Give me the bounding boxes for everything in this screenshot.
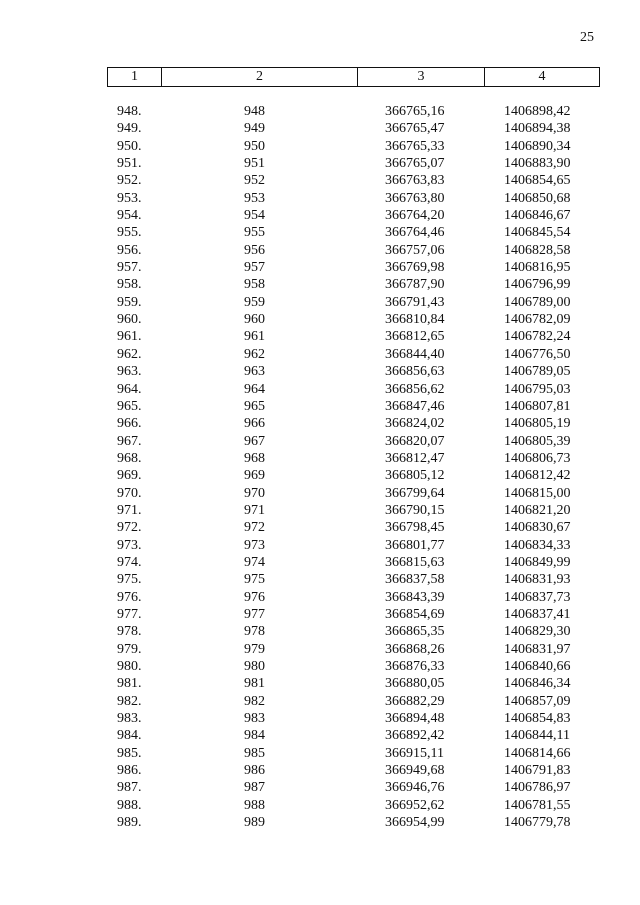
table-row <box>107 623 600 640</box>
coordinate-x-cell: 366856,62 <box>385 381 445 397</box>
table-row <box>107 207 600 224</box>
coordinate-x-cell: 366946,76 <box>385 780 445 796</box>
point-number-cell: 972 <box>244 520 265 536</box>
table-row <box>107 346 600 363</box>
point-number-cell: 961 <box>244 329 265 345</box>
coordinate-y-cell: 1406786,97 <box>504 780 571 796</box>
row-number-cell: 989. <box>117 815 142 831</box>
point-number-cell: 982 <box>244 693 265 709</box>
table-row <box>107 467 600 484</box>
coordinate-y-cell: 1406898,42 <box>504 104 571 119</box>
row-number-cell: 977. <box>117 606 142 622</box>
point-number-cell: 962 <box>244 346 265 362</box>
coordinate-x-cell: 366954,99 <box>385 815 445 831</box>
coordinate-y-cell: 1406840,66 <box>504 659 571 674</box>
point-number-cell: 974 <box>244 554 265 570</box>
row-number-cell: 948. <box>117 104 142 119</box>
row-number-cell: 975. <box>117 572 142 588</box>
row-number-cell: 972. <box>117 520 142 536</box>
table-row <box>107 779 600 796</box>
coordinate-y-cell: 1406846,34 <box>504 676 571 692</box>
point-number-cell: 952 <box>244 173 265 189</box>
point-number-cell: 980 <box>244 659 265 674</box>
table-row <box>107 398 600 415</box>
point-number-cell: 985 <box>244 745 265 761</box>
table-row <box>107 606 600 623</box>
row-number-cell: 967. <box>117 433 142 449</box>
table-row <box>107 381 600 398</box>
table-row <box>107 363 600 380</box>
point-number-cell: 969 <box>244 468 265 484</box>
column-header-3: 3 <box>357 68 484 86</box>
point-number-cell: 965 <box>244 398 265 414</box>
coordinate-y-cell: 1406796,99 <box>504 277 571 293</box>
coordinate-x-cell: 366765,16 <box>385 104 445 119</box>
coordinate-y-cell: 1406828,58 <box>504 242 571 258</box>
coordinate-y-cell: 1406894,38 <box>504 121 571 137</box>
coordinate-x-cell: 366876,33 <box>385 659 445 674</box>
coordinate-x-cell: 366765,33 <box>385 138 445 154</box>
row-number-cell: 961. <box>117 329 142 345</box>
coordinate-y-cell: 1406814,66 <box>504 745 571 761</box>
coordinate-y-cell: 1406829,30 <box>504 624 571 640</box>
row-number-cell: 954. <box>117 208 142 224</box>
point-number-cell: 978 <box>244 624 265 640</box>
row-number-cell: 969. <box>117 468 142 484</box>
row-number-cell: 979. <box>117 641 142 657</box>
coordinate-y-cell: 1406883,90 <box>504 156 571 172</box>
point-number-cell: 954 <box>244 208 265 224</box>
coordinate-y-cell: 1406812,42 <box>504 468 571 484</box>
row-number-cell: 949. <box>117 121 142 137</box>
point-number-cell: 950 <box>244 138 265 154</box>
point-number-cell: 977 <box>244 606 265 622</box>
coordinate-x-cell: 366764,46 <box>385 225 445 241</box>
coordinate-y-cell: 1406854,65 <box>504 173 571 189</box>
table-body <box>107 103 600 831</box>
point-number-cell: 951 <box>244 156 265 172</box>
coordinate-x-cell: 366865,35 <box>385 624 445 640</box>
coordinate-x-cell: 366949,68 <box>385 763 445 779</box>
coordinate-y-cell: 1406844,11 <box>504 728 570 744</box>
point-number-cell: 967 <box>244 433 265 449</box>
row-number-cell: 965. <box>117 398 142 414</box>
point-number-cell: 989 <box>244 815 265 831</box>
column-header-4: 4 <box>484 68 599 86</box>
row-number-cell: 971. <box>117 502 142 518</box>
table-row <box>107 814 600 831</box>
point-number-cell: 959 <box>244 294 265 310</box>
row-number-cell: 982. <box>117 693 142 709</box>
point-number-cell: 988 <box>244 797 265 813</box>
table-row <box>107 762 600 779</box>
table-row <box>107 727 600 744</box>
point-number-cell: 963 <box>244 364 265 380</box>
point-number-cell: 984 <box>244 728 265 744</box>
column-header-2: 2 <box>161 68 357 86</box>
coordinate-y-cell: 1406845,54 <box>504 225 571 241</box>
row-number-cell: 956. <box>117 242 142 258</box>
coordinate-y-cell: 1406834,33 <box>504 537 571 553</box>
coordinate-y-cell: 1406782,24 <box>504 329 571 345</box>
coordinate-x-cell: 366801,77 <box>385 537 445 553</box>
table-row <box>107 276 600 293</box>
point-number-cell: 958 <box>244 277 265 293</box>
coordinate-y-cell: 1406779,78 <box>504 815 571 831</box>
coordinate-x-cell: 366769,98 <box>385 260 445 276</box>
point-number-cell: 949 <box>244 121 265 137</box>
coordinate-y-cell: 1406776,50 <box>504 346 571 362</box>
coordinate-y-cell: 1406850,68 <box>504 190 571 206</box>
point-number-cell: 960 <box>244 312 265 328</box>
coordinate-y-cell: 1406789,00 <box>504 294 571 310</box>
table-row <box>107 155 600 172</box>
coordinate-y-cell: 1406805,19 <box>504 416 571 432</box>
coordinate-y-cell: 1406837,73 <box>504 589 571 605</box>
coordinate-x-cell: 366868,26 <box>385 641 445 657</box>
coordinate-x-cell: 366915,11 <box>385 745 444 761</box>
table-row <box>107 554 600 571</box>
coordinate-y-cell: 1406821,20 <box>504 502 571 518</box>
table-row <box>107 259 600 276</box>
point-number-cell: 971 <box>244 502 265 518</box>
row-number-cell: 983. <box>117 711 142 727</box>
coordinate-x-cell: 366764,20 <box>385 208 445 224</box>
coordinate-x-cell: 366763,80 <box>385 190 445 206</box>
row-number-cell: 960. <box>117 312 142 328</box>
coordinate-y-cell: 1406807,81 <box>504 398 571 414</box>
coordinate-x-cell: 366799,64 <box>385 485 445 501</box>
table-row <box>107 224 600 241</box>
row-number-cell: 978. <box>117 624 142 640</box>
table-row <box>107 537 600 554</box>
point-number-cell: 981 <box>244 676 265 692</box>
table-row <box>107 103 600 120</box>
coordinate-y-cell: 1406854,83 <box>504 711 571 727</box>
row-number-cell: 968. <box>117 450 142 466</box>
coordinate-x-cell: 366790,15 <box>385 502 445 518</box>
point-number-cell: 953 <box>244 190 265 206</box>
table-row <box>107 450 600 467</box>
coordinate-y-cell: 1406849,99 <box>504 554 571 570</box>
row-number-cell: 981. <box>117 676 142 692</box>
row-number-cell: 950. <box>117 138 142 154</box>
coordinate-y-cell: 1406890,34 <box>504 138 571 154</box>
coordinate-x-cell: 366812,65 <box>385 329 445 345</box>
row-number-cell: 958. <box>117 277 142 293</box>
point-number-cell: 975 <box>244 572 265 588</box>
coordinate-x-cell: 366810,84 <box>385 312 445 328</box>
row-number-cell: 955. <box>117 225 142 241</box>
coordinate-x-cell: 366847,46 <box>385 398 445 414</box>
coordinate-x-cell: 366892,42 <box>385 728 445 744</box>
coordinate-x-cell: 366843,39 <box>385 589 445 605</box>
point-number-cell: 983 <box>244 711 265 727</box>
coordinate-y-cell: 1406846,67 <box>504 208 571 224</box>
coordinate-x-cell: 366763,83 <box>385 173 445 189</box>
point-number-cell: 956 <box>244 242 265 258</box>
point-number-cell: 964 <box>244 381 265 397</box>
table-row <box>107 242 600 259</box>
coordinate-x-cell: 366837,58 <box>385 572 445 588</box>
row-number-cell: 984. <box>117 728 142 744</box>
coordinate-x-cell: 366880,05 <box>385 676 445 692</box>
coordinate-x-cell: 366757,06 <box>385 242 445 258</box>
column-header-1: 1 <box>131 69 138 84</box>
table-row <box>107 710 600 727</box>
table-row <box>107 415 600 432</box>
row-number-cell: 952. <box>117 173 142 189</box>
row-number-cell: 987. <box>117 780 142 796</box>
table-row <box>107 502 600 519</box>
table-row <box>107 641 600 658</box>
point-number-cell: 973 <box>244 537 265 553</box>
table-row <box>107 311 600 328</box>
table-row <box>107 571 600 588</box>
coordinate-x-cell: 366824,02 <box>385 416 445 432</box>
coordinate-y-cell: 1406831,93 <box>504 572 571 588</box>
row-number-cell: 951. <box>117 156 142 172</box>
table-row <box>107 138 600 155</box>
point-number-cell: 979 <box>244 641 265 657</box>
coordinate-y-cell: 1406795,03 <box>504 381 571 397</box>
coordinate-y-cell: 1406781,55 <box>504 797 571 813</box>
coordinate-y-cell: 1406831,97 <box>504 641 571 657</box>
coordinate-y-cell: 1406791,83 <box>504 763 571 779</box>
table-row <box>107 658 600 675</box>
page-number: 25 <box>580 30 594 45</box>
row-number-cell: 953. <box>117 190 142 206</box>
row-number-cell: 959. <box>117 294 142 310</box>
table-row <box>107 294 600 311</box>
table-row <box>107 745 600 762</box>
table-row <box>107 693 600 710</box>
coordinate-x-cell: 366894,48 <box>385 711 445 727</box>
row-number-cell: 962. <box>117 346 142 362</box>
row-number-cell: 970. <box>117 485 142 501</box>
table-row <box>107 589 600 606</box>
row-number-cell: 988. <box>117 797 142 813</box>
row-number-cell: 986. <box>117 763 142 779</box>
coordinate-x-cell: 366791,43 <box>385 294 445 310</box>
row-number-cell: 976. <box>117 589 142 605</box>
coordinate-y-cell: 1406815,00 <box>504 485 571 501</box>
coordinate-x-cell: 366812,47 <box>385 450 445 466</box>
point-number-cell: 987 <box>244 780 265 796</box>
point-number-cell: 955 <box>244 225 265 241</box>
table-row <box>107 797 600 814</box>
point-number-cell: 986 <box>244 763 265 779</box>
table-row <box>107 519 600 536</box>
point-number-cell: 976 <box>244 589 265 605</box>
coordinate-x-cell: 366805,12 <box>385 468 445 484</box>
coordinate-x-cell: 366952,62 <box>385 797 445 813</box>
table-row <box>107 485 600 502</box>
point-number-cell: 957 <box>244 260 265 276</box>
table-row <box>107 328 600 345</box>
coordinate-y-cell: 1406789,05 <box>504 364 571 380</box>
coordinate-y-cell: 1406806,73 <box>504 450 571 466</box>
point-number-cell: 948 <box>244 104 265 119</box>
coordinate-x-cell: 366765,07 <box>385 156 445 172</box>
coordinate-x-cell: 366856,63 <box>385 364 445 380</box>
coordinate-y-cell: 1406837,41 <box>504 606 571 622</box>
row-number-cell: 966. <box>117 416 142 432</box>
point-number-cell: 970 <box>244 485 265 501</box>
coordinate-x-cell: 366815,63 <box>385 554 445 570</box>
coordinate-x-cell: 366765,47 <box>385 121 445 137</box>
coordinate-y-cell: 1406857,09 <box>504 693 571 709</box>
coordinate-x-cell: 366854,69 <box>385 606 445 622</box>
row-number-cell: 963. <box>117 364 142 380</box>
coordinate-y-cell: 1406816,95 <box>504 260 571 276</box>
coordinate-x-cell: 366820,07 <box>385 433 445 449</box>
point-number-cell: 966 <box>244 416 265 432</box>
coordinate-x-cell: 366798,45 <box>385 520 445 536</box>
coordinate-x-cell: 366844,40 <box>385 346 445 362</box>
coordinate-y-cell: 1406805,39 <box>504 433 571 449</box>
row-number-cell: 964. <box>117 381 142 397</box>
row-number-cell: 974. <box>117 554 142 570</box>
row-number-cell: 973. <box>117 537 142 553</box>
table-row <box>107 190 600 207</box>
table-row <box>107 433 600 450</box>
table-row <box>107 120 600 137</box>
table-row <box>107 675 600 692</box>
coordinate-y-cell: 1406830,67 <box>504 520 571 536</box>
row-number-cell: 985. <box>117 745 142 761</box>
coordinate-y-cell: 1406782,09 <box>504 312 571 328</box>
row-number-cell: 957. <box>117 260 142 276</box>
coordinate-x-cell: 366787,90 <box>385 277 445 293</box>
point-number-cell: 968 <box>244 450 265 466</box>
table-row <box>107 172 600 189</box>
row-number-cell: 980. <box>117 659 142 674</box>
table-header <box>107 67 600 87</box>
coordinate-x-cell: 366882,29 <box>385 693 445 709</box>
